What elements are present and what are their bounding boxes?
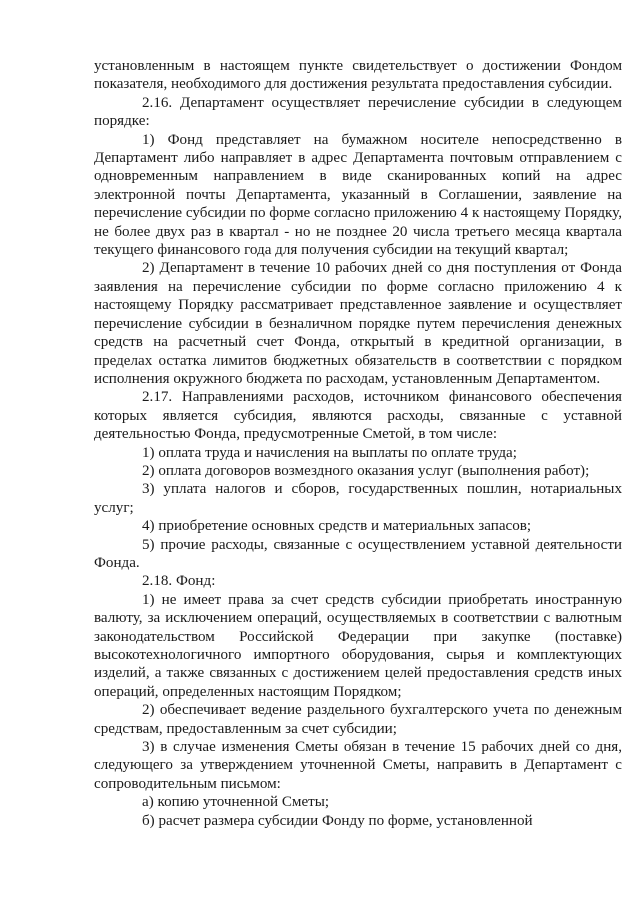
paragraph-2-16: 2.16. Департамент осуществляет перечисление субсидии в следующем порядке:	[94, 94, 622, 130]
paragraph-2-17-item-3: 3) уплата налогов и сборов, государственных пошлин, нотариальных услуг;	[94, 481, 622, 516]
paragraph-2-17-item-1: 1) оплата труда и начисления на выплаты по оплате труда;	[142, 444, 517, 461]
paragraph-2-17-item-5: 5) прочие расходы, связанные с осуществлением уставной деятельности Фонда.	[94, 536, 622, 571]
paragraph-continuation: установленным в настоящем пункте свидетельствует о достижении Фондом показателя, необходимого для достижения результата предоставления субсидии.	[94, 58, 622, 93]
paragraph-2-18-subitem-a: а) копию уточненной Сметы;	[142, 794, 330, 811]
paragraph-2-18-item-1: 1) не имеет права за счет средств субсидии приобретать иностранную валюту, за исключением операций, осуществляемых в соответствии с валютным законодательством Российской Федерации при закупке (поставке) высокотехнологичного импортного оборудования, сырья и комплектующих изделий, а также связанных с достижением целей предоставления средств иных операций, определенных настоящим Порядком;	[94, 591, 622, 700]
paragraph-2-16-item-2: 2) Департамент в течение 10 рабочих дней со дня поступления от Фонда заявления на перечисление субсидии по форме согласно приложению 4 к настоящему Порядку рассматривает представленное заявление и осуществляет перечисление субсидии в безналичном порядке путем перечисления денежных средств на расчетный счет Фонда, открытый в кредитной организации, в пределах остатка лимитов бюджетных обязательств в соответствии с порядком исполнения окружного бюджета по расходам, установленным Департаментом.	[94, 260, 622, 387]
paragraph-2-17-item-2: 2) оплата договоров возмездного оказания услуг (выполнения работ);	[142, 462, 590, 479]
paragraph-2-18: 2.18. Фонд:	[142, 573, 216, 590]
paragraph-2-17: 2.17. Направлениями расходов, источником финансового обеспечения которых является субсидия, являются расходы, связанные с уставной деятельностью Фонда, предусмотренные Сметой, в том числе:	[94, 389, 622, 443]
paragraph-2-18-subitem-b: б) расчет размера субсидии Фонду по форме, установленной	[142, 812, 533, 829]
document-page	[94, 57, 622, 830]
paragraph-2-18-item-3: 3) в случае изменения Сметы обязан в течение 15 рабочих дней со дня, следующего за утверждением уточненной Сметы, направить в Департамент с сопроводительным письмом:	[94, 739, 622, 792]
paragraph-2-17-item-4: 4) приобретение основных средств и материальных запасов;	[142, 518, 532, 535]
paragraph-2-18-item-2: 2) обеспечивает ведение раздельного бухгалтерского учета по денежным средствам, предоставленным за счет субсидии;	[94, 702, 622, 737]
paragraph-2-16-item-1: 1) Фонд представляет на бумажном носителе непосредственно в Департамент либо направляет в адрес Департамента почтовым отправлением с одновременным направлением в виде сканированных копий на адрес электронной почты Департамента, указанный в Соглашении, заявление на перечисление субсидии по форме согласно приложению 4 к настоящему Порядку, не более двух раз в квартал - но не позднее 20 числа третьего месяца квартала текущего финансового года для получения субсидии на текущий квартал;	[94, 131, 622, 259]
